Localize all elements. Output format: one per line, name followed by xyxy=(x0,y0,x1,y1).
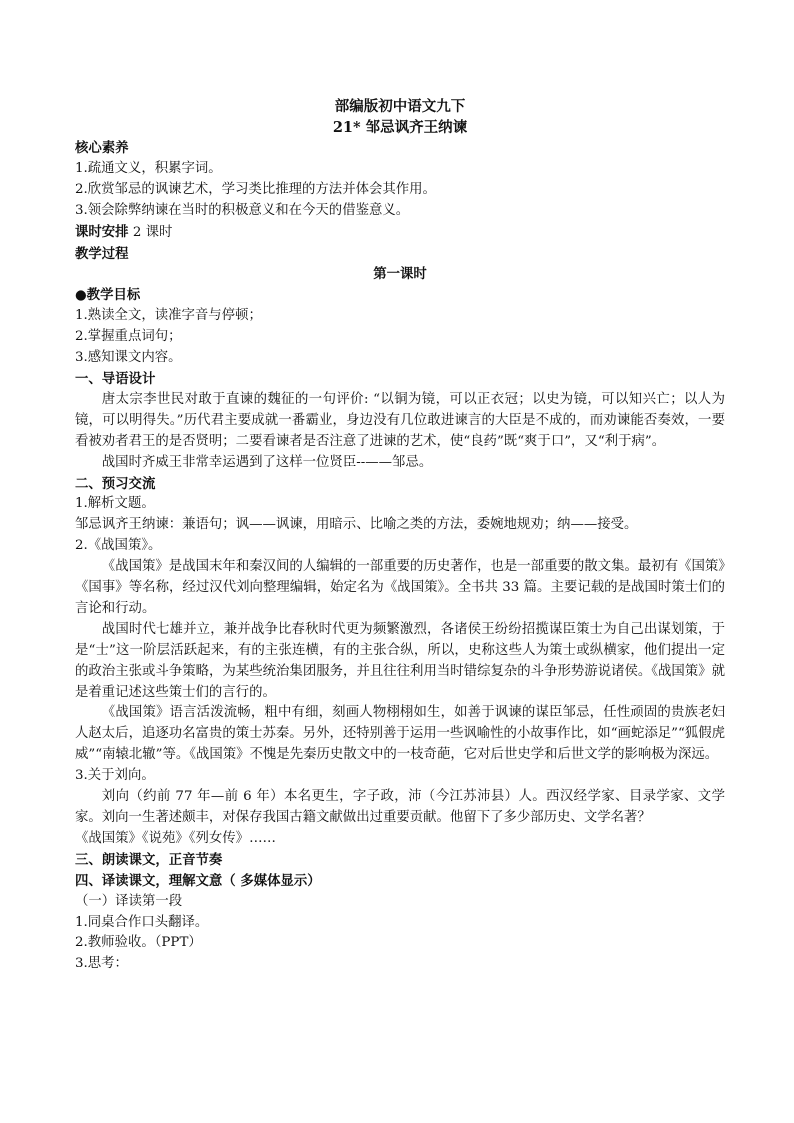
step-item: 3.思考： xyxy=(75,956,128,972)
goal-item: 2.掌握重点词句； xyxy=(75,329,182,345)
core-heading: 核心素养 xyxy=(75,140,129,156)
goal-item: 1.熟读全文，读准字音与停顿； xyxy=(75,308,262,324)
works-list: 《战国策》《说苑》《列女传》…… xyxy=(75,830,276,846)
section-heading-2: 二、预习交流 xyxy=(75,475,156,492)
document-page xyxy=(75,96,725,975)
paragraph: 邹忌讽齐王纳谏：兼语句；讽——讽谏，用暗示、比喻之类的方法，委婉地规劝；纳——接受。 xyxy=(75,517,638,533)
schedule-label: 课时安排 xyxy=(75,223,129,240)
paragraph: 唐太宗李世民对敢于直谏的魏征的一句评价: “以铜为镜，可以正衣冠；以史为镜，可以知兴亡；以人为镜，可以明得失。”历代君主要成就一番霸业，身边没有几位敢进谏言的大臣是不成的，而劝谏能否奏效，一要看被劝者君王的是否贤明；二要看谏者是否注意了进谏的艺术，使“良药”既“爽于口”，又“利于病”。 xyxy=(75,391,725,449)
lesson1-heading: 第一课时 xyxy=(373,266,427,283)
goals-heading: ●教学目标 xyxy=(75,287,141,304)
section-heading-1: 一、导语设计 xyxy=(75,370,156,387)
section-heading-3: 三、朗读课文，正音节奏 xyxy=(75,851,223,868)
section-heading-4: 四、译读课文，理解文意（ 多媒体显示） xyxy=(75,872,321,889)
subheading: 2.《战国策》。 xyxy=(75,538,162,554)
goal-item: 3.感知课文内容。 xyxy=(75,350,182,366)
schedule-value: 2 课时 xyxy=(128,224,173,240)
paragraph: 战国时齐威王非常幸运遇到了这样一位贤臣--——邹忌。 xyxy=(101,454,433,470)
subheading: （一）译读第一段 xyxy=(75,893,183,909)
paragraph: 《战国策》是战国末年和秦汉间的人编辑的一部重要的历史著作，也是一部重要的散文集。最初有《国策》《国事》等名称，经过汉代刘向整理编辑，始定名为《战国策》。全书共 33 篇。主要记载的是战国时策士们的言论和行动。 xyxy=(75,559,725,616)
step-item: 1.同桌合作口头翻译。 xyxy=(75,914,209,930)
doc-title-lesson: 21* 邹忌讽齐王纳谏 xyxy=(332,119,468,136)
process-heading: 教学过程 xyxy=(75,245,129,262)
core-item: 1.疏通文义，积累字词。 xyxy=(75,160,222,176)
paragraph: 《战国策》语言活泼流畅，粗中有细，刻画人物栩栩如生，如善于讽谏的谋臣邹忌，任性顽固的贵族老妇人赵太后，追逐功名富贵的策士苏秦。另外，还特别善于运用一些讽喻性的小故事作比，如“画蛇添足”“狐假虎威”“南辕北辙”等。《战国策》不愧是先秦历史散文中的一枝奇葩，它对后世史学和后世文学的影响极为深远。 xyxy=(75,705,725,763)
subheading: 3.关于刘向。 xyxy=(75,768,155,784)
step-item: 2.教师验收。（PPT） xyxy=(75,935,202,951)
doc-title-series: 部编版初中语文九下 xyxy=(334,98,466,115)
paragraph: 刘向（约前 77 年—前 6 年）本名更生，字子政，沛（今江苏沛县）人。西汉经学家、目录学家、文学家。刘向一生著述颇丰，对保存我国古籍文献做出过重要贡献。他留下了多少部历史、文学名著？ xyxy=(75,789,725,825)
core-item: 2.欣赏邹忌的讽谏艺术，学习类比推理的方法并体会其作用。 xyxy=(75,181,436,197)
core-item: 3.领会除弊纳谏在当时的积极意义和在今天的借鉴意义。 xyxy=(75,202,410,218)
subheading: 1.解析文题。 xyxy=(75,496,155,512)
paragraph: 战国时代七雄并立，兼并战争比春秋时代更为频繁激烈，各诸侯王纷纷招揽谋臣策士为自己出谋划策，于是“士”这一阶层活跃起来，有的主张连横，有的主张合纵，所以，史称这些人为策士或纵横家，他们提出一定的政治主张或斗争策略，为某些统治集团服务，并且往往利用当时错综复杂的斗争形势游说诸侯。《战国策》就是着重记述这些策士们的言行的。 xyxy=(75,621,725,700)
schedule-line xyxy=(75,222,725,244)
